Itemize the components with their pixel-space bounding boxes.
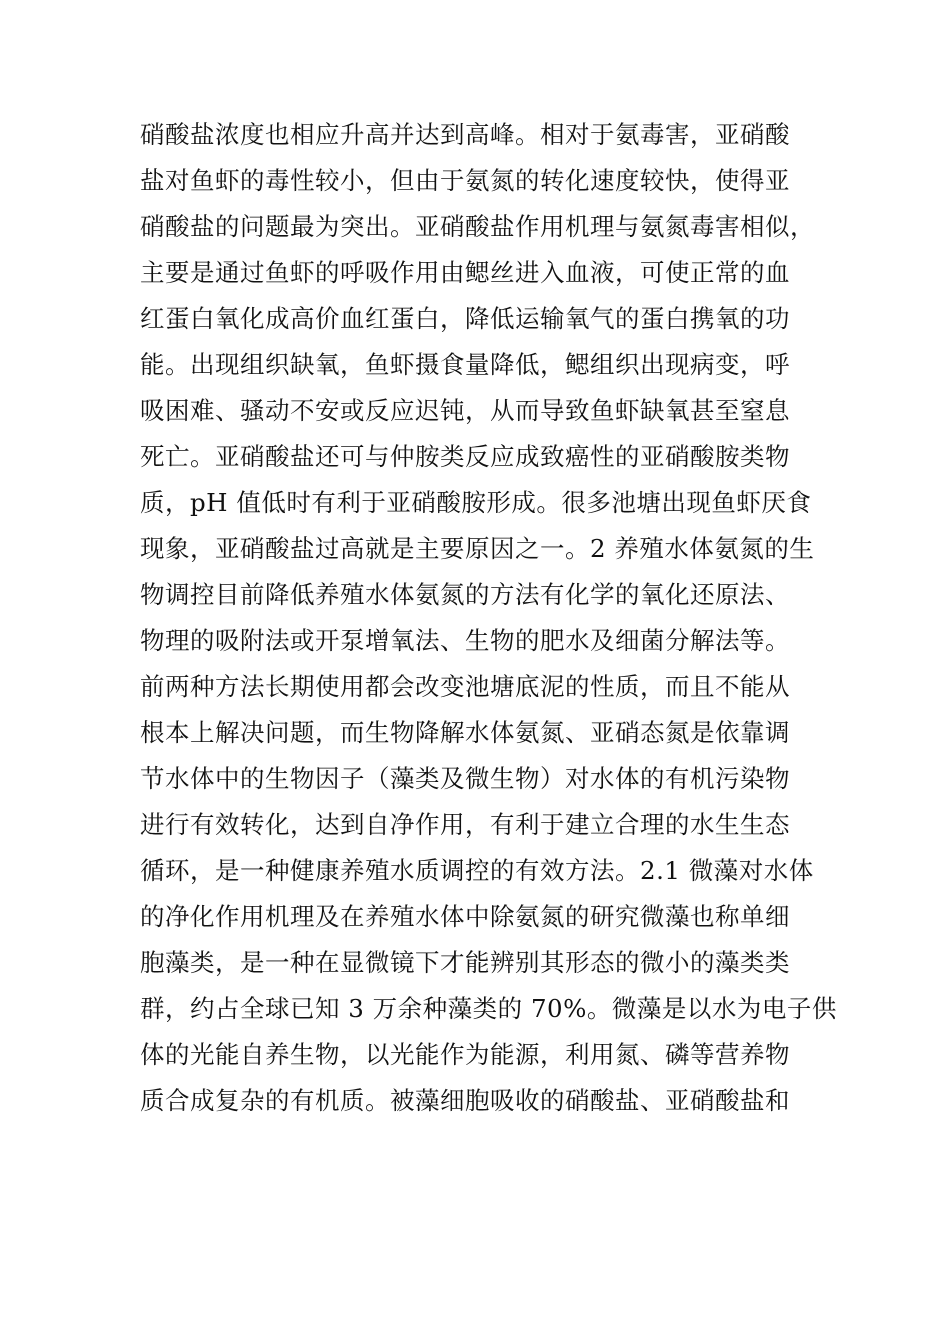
body-text — [140, 112, 837, 1124]
text-line: 硝酸盐的问题最为突出。亚硝酸盐作用机理与氨氮毒害相似， — [140, 212, 815, 241]
text-line: 胞藻类，是一种在显微镜下才能辨别其形态的微小的藻类类 — [140, 948, 790, 977]
text-line: 的净化作用机理及在养殖水体中除氨氮的研究微藻也称单细 — [140, 902, 790, 931]
text-line: 硝酸盐浓度也相应升高并达到高峰。相对于氨毒害，亚硝酸 — [140, 120, 790, 149]
text-line: 盐对鱼虾的毒性较小，但由于氨氮的转化速度较快，使得亚 — [140, 166, 790, 195]
text-line: 节水体中的生物因子（藻类及微生物）对水体的有机污染物 — [140, 764, 790, 793]
text-line: 质，pH 值低时有利于亚硝酸胺形成。很多池塘出现鱼虾厌食 — [140, 488, 812, 517]
text-line: 根本上解决问题，而生物降解水体氨氮、亚硝态氮是依靠调 — [140, 718, 790, 747]
text-line: 物调控目前降低养殖水体氨氮的方法有化学的氧化还原法、 — [140, 580, 790, 609]
text-line: 群，约占全球已知 3 万余种藻类的 70%。微藻是以水为电子供 — [140, 994, 837, 1023]
text-line: 前两种方法长期使用都会改变池塘底泥的性质，而且不能从 — [140, 672, 790, 701]
text-line: 能。出现组织缺氧，鱼虾摄食量降低，鳃组织出现病变，呼 — [140, 350, 790, 379]
text-line: 主要是通过鱼虾的呼吸作用由鳃丝进入血液，可使正常的血 — [140, 258, 790, 287]
text-line: 现象，亚硝酸盐过高就是主要原因之一。2 养殖水体氨氮的生 — [140, 534, 815, 563]
text-line: 体的光能自养生物，以光能作为能源，利用氮、磷等营养物 — [140, 1040, 790, 1069]
text-line: 死亡。亚硝酸盐还可与仲胺类反应成致癌性的亚硝酸胺类物 — [140, 442, 790, 471]
text-line: 红蛋白氧化成高价血红蛋白，降低运输氧气的蛋白携氧的功 — [140, 304, 790, 333]
text-line: 吸困难、骚动不安或反应迟钝，从而导致鱼虾缺氧甚至窒息 — [140, 396, 790, 425]
text-line: 循环，是一种健康养殖水质调控的有效方法。2.1 微藻对水体 — [140, 856, 814, 885]
text-line: 物理的吸附法或开泵增氧法、生物的肥水及细菌分解法等。 — [140, 626, 790, 655]
text-line: 质合成复杂的有机质。被藻细胞吸收的硝酸盐、亚硝酸盐和 — [140, 1086, 790, 1115]
text-line: 进行有效转化，达到自净作用，有利于建立合理的水生生态 — [140, 810, 790, 839]
